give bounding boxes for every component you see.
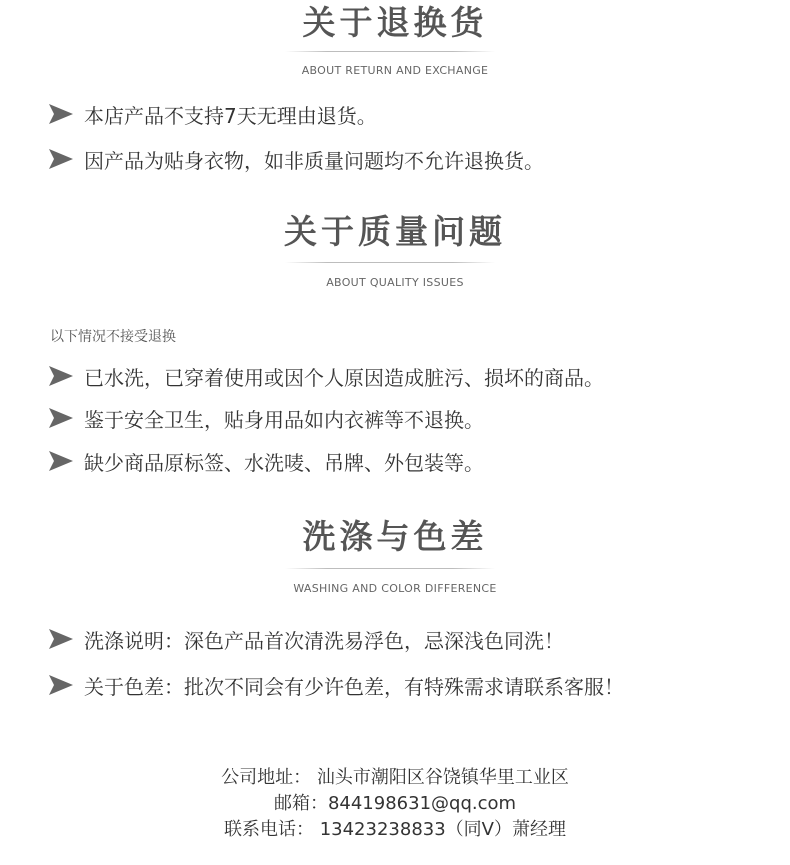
return-item [48,99,377,129]
quality-note: 以下情况不接受退换 [50,329,176,345]
quality-item-text: 缺少商品原标签、水洗唛、吊牌、外包装等。 [84,450,484,475]
company-phone: 联系电话： 13423238833（同V）萧经理 [223,819,566,840]
quality-section-title: 关于质量问题 [284,212,506,251]
return-item [48,144,544,174]
arrow-right-icon [48,103,74,125]
return-section-divider [285,51,495,52]
quality-section-divider [285,262,495,263]
company-address: 公司地址： 汕头市潮阳区谷饶镇华里工业区 [221,767,569,788]
quality-section-subtitle: ABOUT QUALITY ISSUES [326,276,464,289]
washing-item [48,624,564,654]
return-item-text: 本店产品不支持7天无理由退货。 [84,103,377,128]
arrow-right-icon [48,148,74,170]
arrow-right-icon [48,407,74,429]
quality-item [48,361,604,391]
washing-item-text: 洗涤说明：深色产品首次清洗易浮色，忌深浅色同洗！ [84,628,564,653]
arrow-right-icon [48,674,74,696]
washing-section-divider [285,568,495,569]
washing-item [48,670,624,700]
washing-section-subtitle: WASHING AND COLOR DIFFERENCE [293,582,497,595]
return-section-subtitle: ABOUT RETURN AND EXCHANGE [301,64,489,77]
arrow-right-icon [48,365,74,387]
washing-item-text: 关于色差：批次不同会有少许色差，有特殊需求请联系客服！ [84,674,624,699]
return-section-title: 关于退换货 [302,3,488,42]
return-item-text: 因产品为贴身衣物，如非质量问题均不允许退换货。 [84,148,544,173]
company-email: 邮箱：844198631@qq.com [273,793,517,814]
arrow-right-icon [48,450,74,472]
quality-item-text: 鉴于安全卫生，贴身用品如内衣裤等不退换。 [84,407,484,432]
washing-section-title: 洗涤与色差 [302,517,488,556]
quality-item [48,446,484,476]
quality-item [48,403,484,433]
arrow-right-icon [48,628,74,650]
quality-item-text: 已水洗，已穿着使用或因个人原因造成脏污、损坏的商品。 [84,365,604,390]
